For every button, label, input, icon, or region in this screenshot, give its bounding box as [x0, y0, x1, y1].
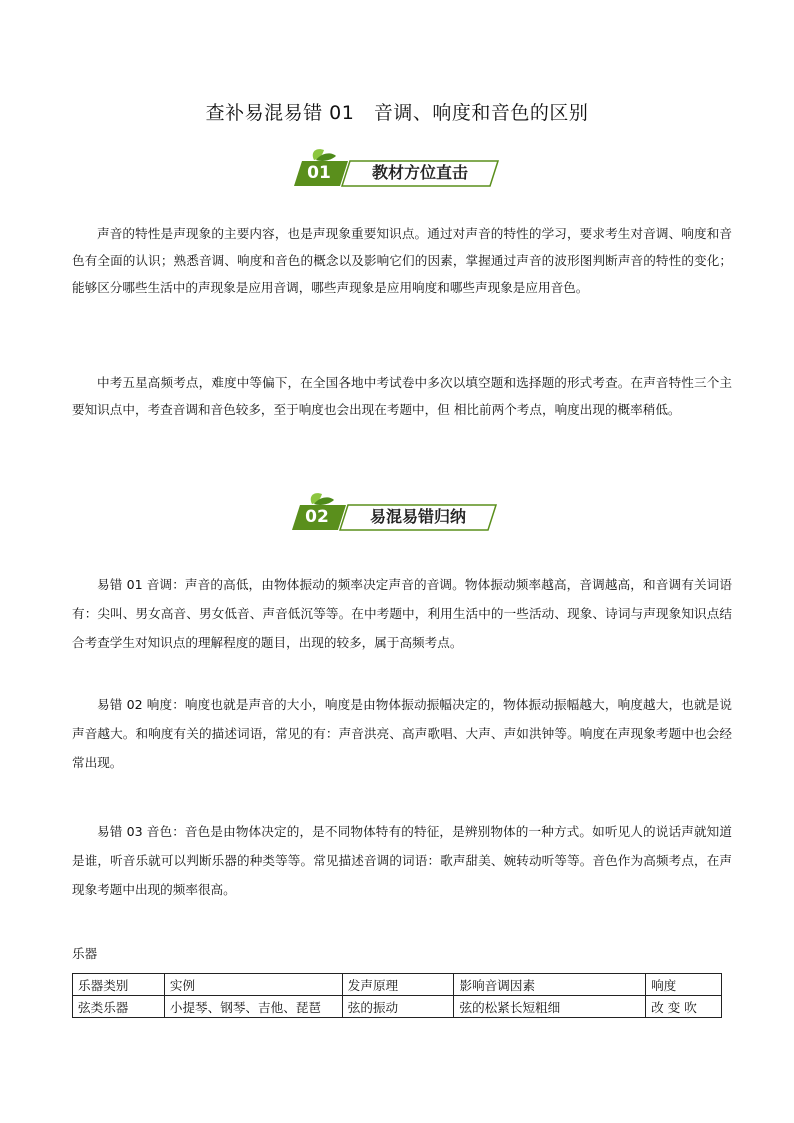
- document-title: 查补易混易错 01 音调、响度和音色的区别: [205, 102, 589, 124]
- error-paragraph-02: 易错 02 响度：响度也就是声音的大小，响度是由物体振动振幅决定的，物体振动振幅越大，响度越大，也就是说声音越大。和响度有关的描述词语，常见的有：声音洪亮、高声歌唱、大声、声如洪钟等。响度在声现象考题中也会经常出现。: [72, 697, 732, 770]
- instrument-table: [72, 973, 722, 1018]
- table-header-cell: 影响音调因素: [454, 974, 646, 996]
- intro-paragraph: 声音的特性是声现象的主要内容，也是声现象重要知识点。通过对声音的特性的学习，要求考生对音调、响度和音色有全面的认识；熟悉音调、响度和音色的概念以及影响它们的因素，掌握通过声音的波形图判断声音的特性的变化；能够区分哪些生活中的声现象是应用音调，哪些声现象是应用响度和哪些声现象是应用音色。: [72, 226, 732, 295]
- error-paragraph-03: 易错 03 音色：音色是由物体决定的，是不同物体特有的特征，是辨别物体的一种方式。如听见人的说话声就知道是谁，听音乐就可以判断乐器的种类等等。常见描述音调的词语：歌声甜美、婉转动听等等。音色作为高频考点，在声现象考题中出现的频率很高。: [72, 824, 732, 897]
- table-cell: 弦类乐器: [73, 996, 165, 1018]
- section-label: 教材方位直击: [371, 163, 468, 182]
- table-cell: 小提琴、钢琴、吉他、琵琶: [164, 996, 342, 1018]
- section-label: 易混易错归纳: [369, 507, 466, 526]
- table-cell: 弦的振动: [342, 996, 454, 1018]
- table-caption: 乐器: [72, 946, 98, 961]
- table-header-cell: 响度: [646, 974, 722, 996]
- table-header-row: [73, 974, 722, 996]
- section-number: 02: [305, 507, 329, 527]
- intro-paragraph: 中考五星高频考点，难度中等偏下，在全国各地中考试卷中多次以填空题和选择题的形式考查。在声音特性三个主要知识点中，考查音调和音色较多，至于响度也会出现在考题中，但 相比前两个考点，响度出现的概率稍低。: [72, 375, 732, 417]
- section-number: 01: [307, 163, 331, 183]
- error-paragraph-01: 易错 01 音调：声音的高低，由物体振动的频率决定声音的音调。物体振动频率越高，音调越高，和音调有关词语有：尖叫、男女高音、男女低音、声音低沉等等。在中考题中，利用生活中的一些活动、现象、诗词与声现象知识点结合考查学生对知识点的理解程度的题目，出现的较多，属于高频考点。: [72, 577, 732, 650]
- table-row: [73, 996, 722, 1018]
- table-cell: 弦的松紧长短粗细: [454, 996, 646, 1018]
- table-header-cell: 发声原理: [342, 974, 454, 996]
- table-header-cell: 乐器类别: [73, 974, 165, 996]
- section-badge-01: [292, 148, 502, 188]
- table-cell: 改 变 吹: [646, 996, 722, 1018]
- section-badge-02: [290, 492, 500, 532]
- table-header-cell: 实例: [164, 974, 342, 996]
